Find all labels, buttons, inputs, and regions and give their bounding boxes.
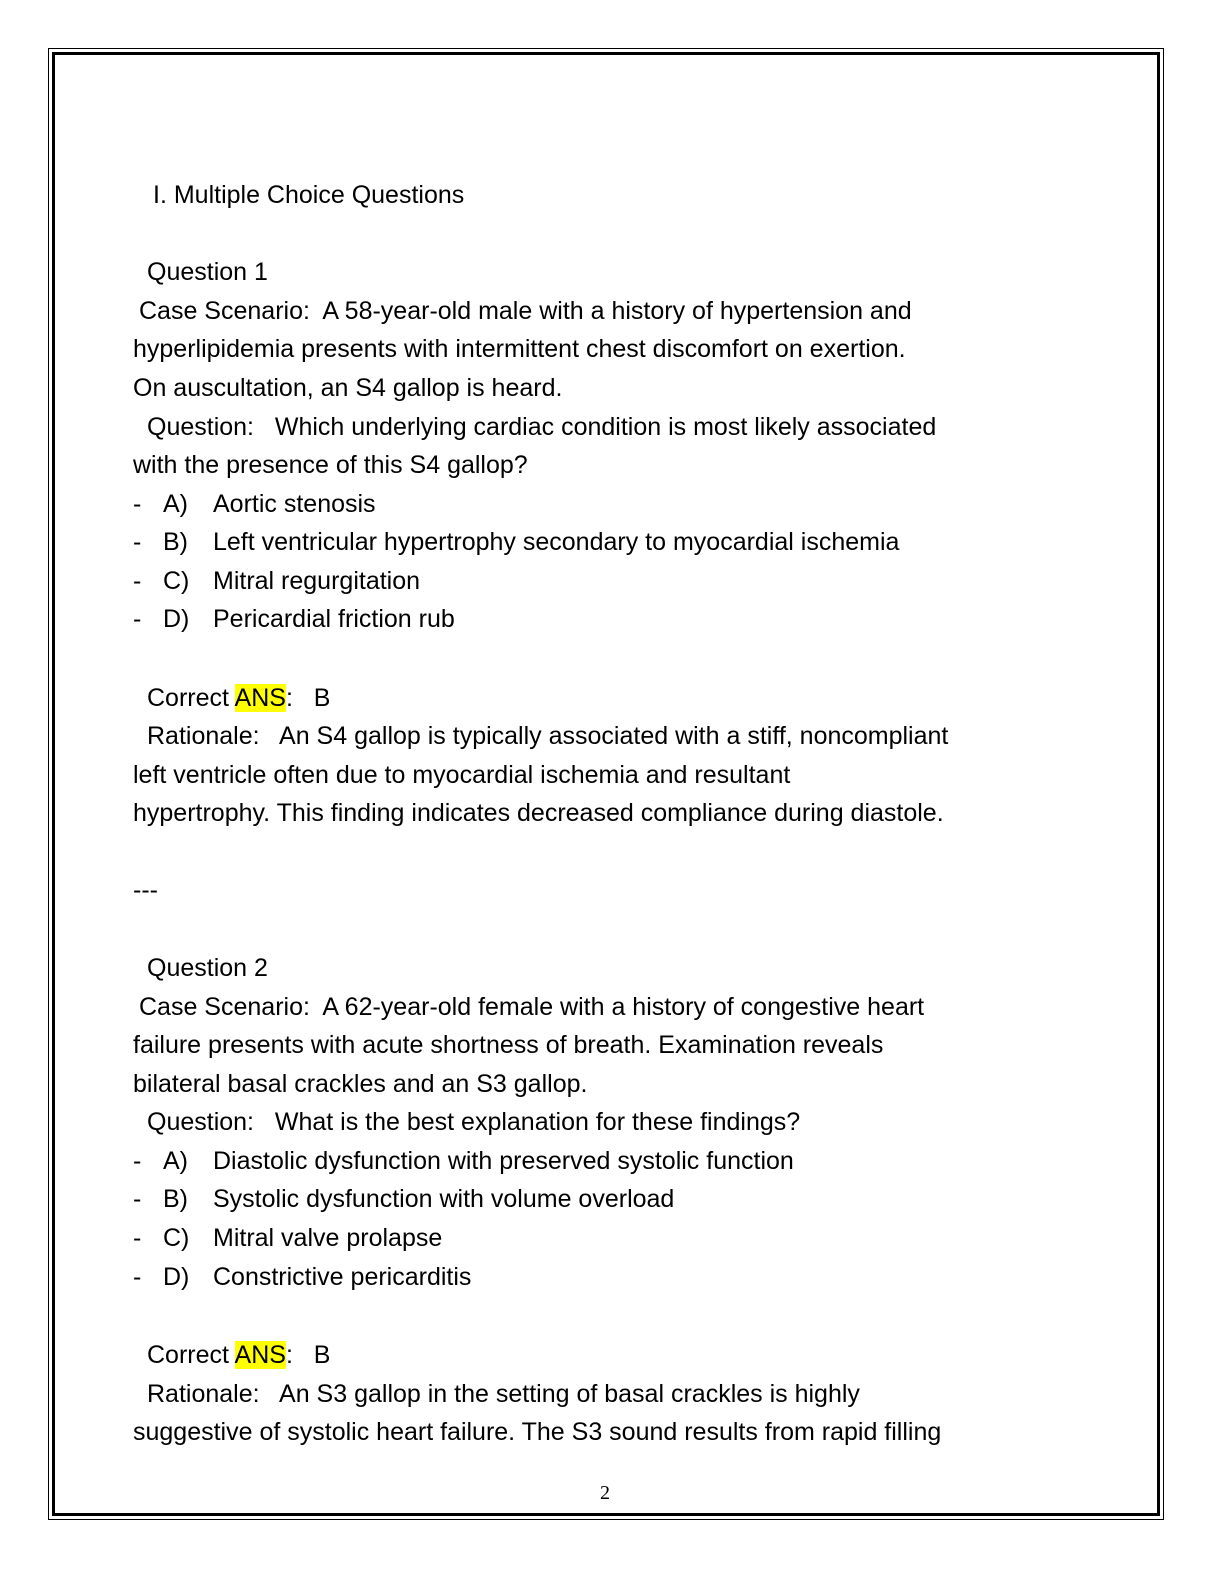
option-dash: - bbox=[133, 490, 142, 518]
option-letter: D) bbox=[163, 1263, 190, 1291]
option-letter: B) bbox=[163, 1185, 188, 1213]
option-text: Constrictive pericarditis bbox=[213, 1263, 472, 1291]
case-line: On auscultation, an S4 gallop is heard. bbox=[133, 374, 563, 402]
question-line: with the presence of this S4 gallop? bbox=[133, 451, 528, 479]
case-line: Case Scenario: A 58-year-old male with a history of hypertension and bbox=[139, 297, 912, 325]
rationale-line: suggestive of systolic heart failure. The S3 sound results from rapid filling bbox=[133, 1418, 942, 1446]
case-line: bilateral basal crackles and an S3 gallop. bbox=[133, 1070, 588, 1098]
option-dash: - bbox=[133, 605, 142, 633]
page-number: 2 bbox=[600, 1482, 610, 1504]
question-1-label: Question 1 bbox=[147, 258, 268, 286]
question-line: Question: Which underlying cardiac condition is most likely associated bbox=[147, 413, 937, 441]
option-text: Pericardial friction rub bbox=[213, 605, 455, 633]
answer-highlight: ANS bbox=[234, 1341, 286, 1369]
answer-highlight: ANS bbox=[234, 684, 286, 712]
section-title: I. Multiple Choice Questions bbox=[153, 181, 465, 209]
correct-answer bbox=[147, 683, 330, 713]
case-line: hyperlipidemia presents with intermittent chest discomfort on exertion. bbox=[133, 335, 906, 363]
answer-value: : B bbox=[285, 1341, 331, 1369]
question-line: Question: What is the best explanation for these findings? bbox=[147, 1108, 801, 1136]
option-letter: C) bbox=[163, 1224, 190, 1252]
case-line: failure presents with acute shortness of breath. Examination reveals bbox=[133, 1031, 884, 1059]
option-text: Mitral regurgitation bbox=[213, 567, 421, 595]
separator: --- bbox=[133, 876, 158, 904]
answer-prefix: Correct bbox=[147, 684, 235, 712]
option-text: Systolic dysfunction with volume overload bbox=[213, 1185, 675, 1213]
case-line: Case Scenario: A 62-year-old female with a history of congestive heart bbox=[139, 993, 925, 1021]
rationale-line: Rationale: An S3 gallop in the setting of basal crackles is highly bbox=[147, 1380, 860, 1408]
option-dash: - bbox=[133, 1263, 142, 1291]
rationale-line: left ventricle often due to myocardial ischemia and resultant bbox=[133, 761, 791, 789]
option-dash: - bbox=[133, 1185, 142, 1213]
option-letter: C) bbox=[163, 567, 190, 595]
rationale-line: Rationale: An S4 gallop is typically associated with a stiff, noncompliant bbox=[147, 722, 949, 750]
option-dash: - bbox=[133, 528, 142, 556]
option-dash: - bbox=[133, 1224, 142, 1252]
question-2-label: Question 2 bbox=[147, 954, 268, 982]
option-dash: - bbox=[133, 567, 142, 595]
rationale-line: hypertrophy. This finding indicates decreased compliance during diastole. bbox=[133, 799, 944, 827]
option-letter: D) bbox=[163, 605, 190, 633]
answer-prefix: Correct bbox=[147, 1341, 235, 1369]
answer-value: : B bbox=[285, 684, 331, 712]
option-text: Diastolic dysfunction with preserved systolic function bbox=[213, 1147, 794, 1175]
correct-answer bbox=[147, 1340, 330, 1370]
option-letter: A) bbox=[163, 490, 188, 518]
option-text: Aortic stenosis bbox=[213, 490, 376, 518]
option-dash: - bbox=[133, 1147, 142, 1175]
option-letter: A) bbox=[163, 1147, 188, 1175]
option-text: Left ventricular hypertrophy secondary to myocardial ischemia bbox=[213, 528, 900, 556]
option-text: Mitral valve prolapse bbox=[213, 1224, 443, 1252]
option-letter: B) bbox=[163, 528, 188, 556]
